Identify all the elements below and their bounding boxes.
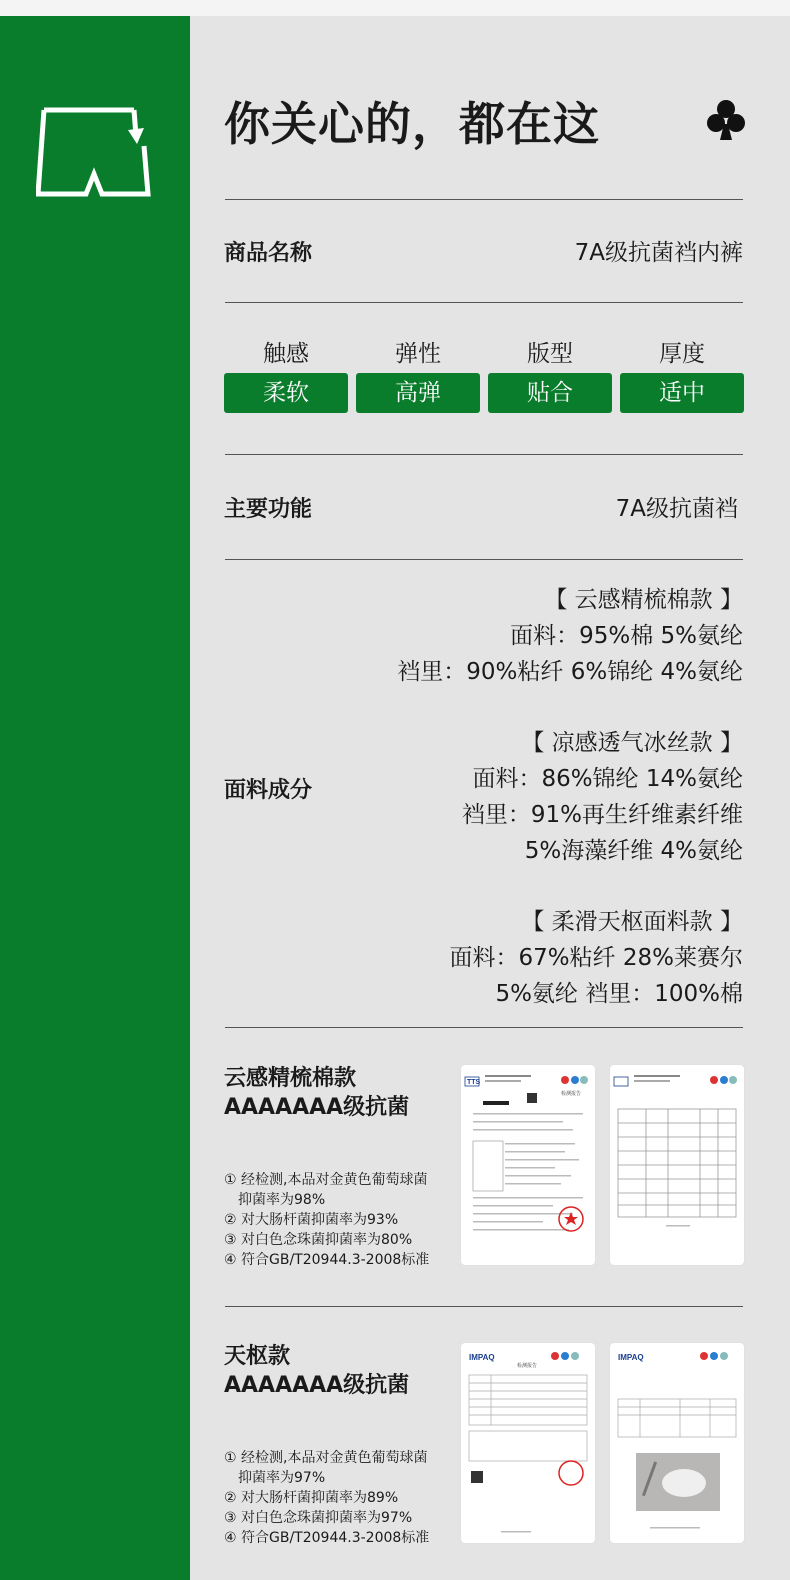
attribute-key: 触感 [263,341,309,367]
divider [225,199,743,200]
cert-grade: AAAAAAA级抗菌 [224,1095,410,1120]
fabric-line: 裆里：91%再生纤维素纤维 [461,802,743,828]
fabric-heading-tianshu: 【 柔滑天枢面料款 】 [521,909,743,935]
sidebar [0,16,190,1580]
page-title: 你关心的，都在这 [224,97,600,151]
cert-note: ④ 符合GB/T20944.3-2008标准 [224,1252,430,1268]
divider [225,302,743,303]
underwear-logo-icon [36,106,152,202]
fabric-line: 面料：86%锦纶 14%氨纶 [472,766,743,792]
cert-note: 抑菌率为98% [238,1192,326,1208]
test-report-image [461,1065,595,1265]
attribute-thickness [620,339,744,413]
doc-badge: 检测报告 [561,1091,582,1097]
attribute-key: 弹性 [395,341,441,367]
cert-note: ③ 对白色念珠菌抑菌率为80% [224,1232,413,1248]
club-icon [706,98,746,142]
fabric-line: 裆里：90%粘纤 6%锦纶 4%氨纶 [397,659,743,685]
cert-notes [224,1448,429,1548]
svg-text:IMPAQ: IMPAQ [618,1353,644,1362]
divider [225,454,743,455]
cert-note: ① 经检测,本品对金黄色葡萄球菌 [224,1172,428,1188]
attribute-value-badge: 适中 [620,373,744,413]
top-strip [0,0,790,16]
cert-note: 抑菌率为97% [238,1470,326,1486]
test-report-image [610,1343,744,1543]
divider [225,1027,743,1028]
attribute-value-badge: 柔软 [224,373,348,413]
attribute-touch [224,339,348,413]
attribute-value-badge: 贴合 [488,373,612,413]
attribute-key: 厚度 [659,341,705,367]
function-label: 主要功能 [224,497,313,522]
cert-notes [224,1170,429,1270]
doc-logo: IMPAQ [469,1353,495,1362]
cert-title: 天枢款 [224,1344,291,1369]
fabric-heading-icesilk: 【 凉感透气冰丝款 】 [521,730,743,756]
fabric-line: 面料：67%粘纤 28%莱赛尔 [449,945,743,971]
function-value: 7A级抗菌裆 [615,496,738,522]
fabric-heading-cotton: 【 云感精梳棉款 】 [544,587,743,613]
attribute-elasticity [356,339,480,413]
cert-note: ④ 符合GB/T20944.3-2008标准 [224,1530,430,1546]
cert-grade: AAAAAAA级抗菌 [224,1373,410,1398]
cert-note: ② 对大肠杆菌抑菌率为89% [224,1490,399,1506]
attribute-key: 版型 [527,341,573,367]
info-panel [190,16,790,1580]
test-report-image [461,1343,595,1543]
product-name-label: 商品名称 [224,241,313,266]
doc-badge: 检测报告 [517,1363,538,1369]
cert-title: 云感精梳棉款 [224,1066,357,1091]
attribute-value-badge: 高弹 [356,373,480,413]
divider [225,1306,743,1307]
cert-note: ③ 对白色念珠菌抑菌率为97% [224,1510,413,1526]
divider [225,559,743,560]
attributes-row [224,339,745,419]
product-name-value: 7A级抗菌裆内裤 [574,240,743,266]
test-report-image [610,1065,744,1265]
fabric-line: 面料：95%棉 5%氨纶 [510,623,743,649]
attribute-fit [488,339,612,413]
doc-logo: TTS [467,1079,481,1086]
fabric-line: 5%海藻纤维 4%氨纶 [524,838,743,864]
fabric-label: 面料成分 [224,778,313,803]
cert-note: ② 对大肠杆菌抑菌率为93% [224,1212,399,1228]
cert-note: ① 经检测,本品对金黄色葡萄球菌 [224,1450,428,1466]
fabric-line: 5%氨纶 裆里：100%棉 [495,981,743,1007]
